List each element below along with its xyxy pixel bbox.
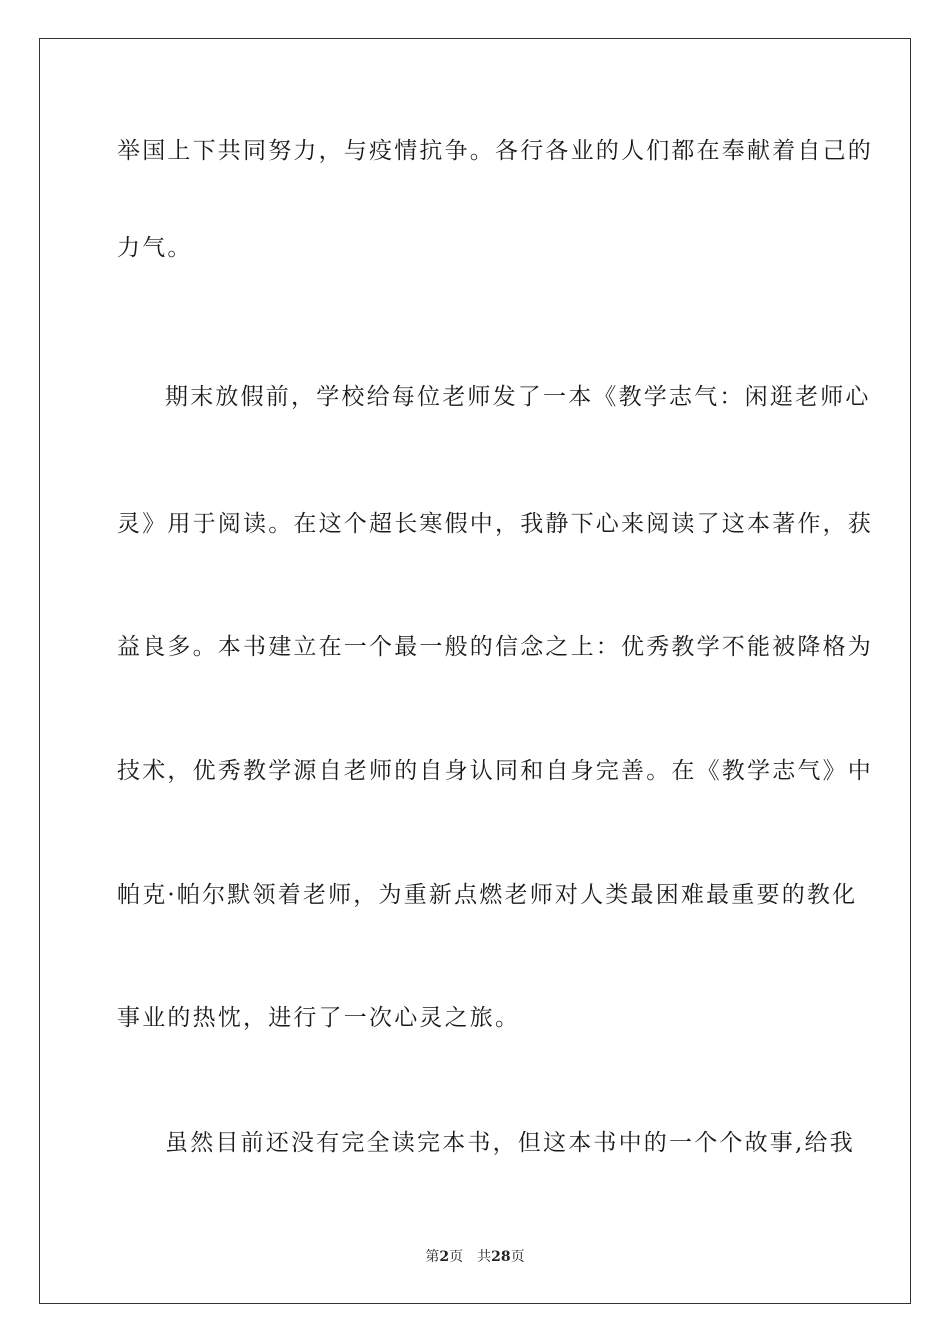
- footer-total-prefix: 共: [477, 1249, 492, 1265]
- page-border: [39, 38, 911, 1304]
- body-line-5: 益良多。本书建立在一个最一般的信念之上：优秀教学不能被降格为: [117, 634, 873, 660]
- body-line-3: 期末放假前，学校给每位老师发了一本《教学志气：闲逛老师心: [165, 384, 871, 410]
- body-line-8: 事业的热忱，进行了一次心灵之旅。: [117, 1005, 521, 1031]
- page-footer: [0, 1248, 950, 1266]
- footer-total-suffix: 页: [510, 1249, 525, 1265]
- footer-total-pages: 28: [491, 1249, 511, 1265]
- body-line-6: 技术，优秀教学源自老师的自身认同和自身完善。在《教学志气》中: [117, 758, 873, 784]
- body-line-4: 灵》用于阅读。在这个超长寒假中，我静下心来阅读了这本著作，获: [117, 511, 873, 537]
- footer-page-number: 2: [439, 1249, 450, 1265]
- footer-page-prefix: 第: [425, 1249, 440, 1265]
- footer-page-suffix: 页: [449, 1249, 464, 1265]
- body-line-2: 力气。: [117, 235, 193, 261]
- body-line-7: 帕克·帕尔默领着老师，为重新点燃老师对人类最困难最重要的教化: [117, 882, 858, 908]
- body-line-1: 举国上下共同努力，与疫情抗争。各行各业的人们都在奉献着自己的: [117, 138, 873, 164]
- body-line-9: 虽然目前还没有完全读完本书，但这本书中的一个个故事,给我: [165, 1130, 855, 1156]
